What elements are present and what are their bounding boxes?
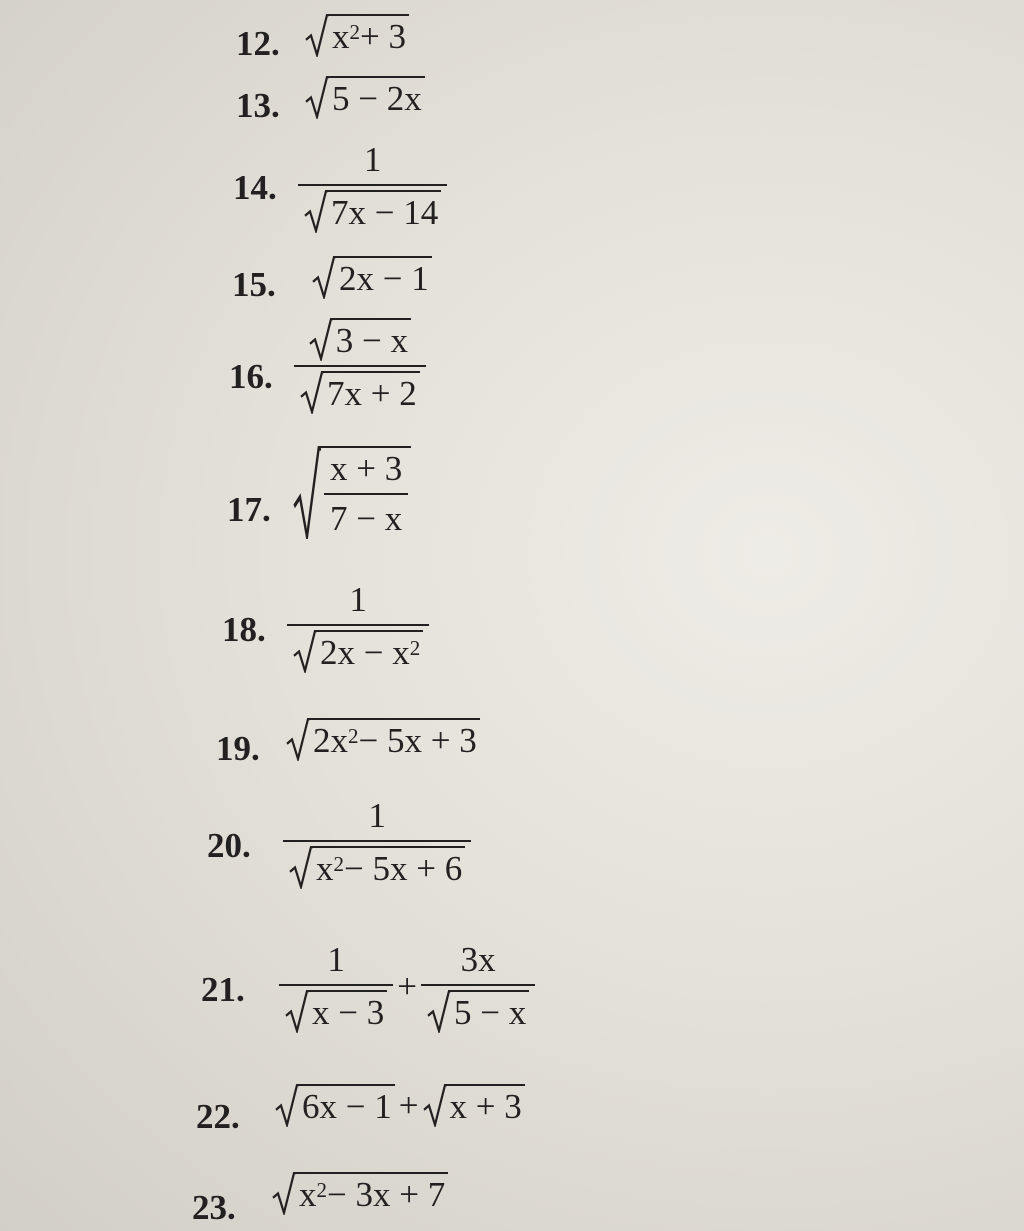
expression [286, 718, 480, 761]
problem-number: 23. [192, 1188, 236, 1227]
radical-2 [423, 1084, 525, 1127]
problem-number: 22. [196, 1097, 240, 1136]
numerator: 1 [349, 580, 367, 619]
numerator: x + 3 [330, 449, 403, 488]
plus-operator: + [398, 1085, 419, 1125]
radicand: 3 − x [333, 318, 411, 361]
radicand: 7x + 2 [324, 371, 420, 414]
radicand [321, 446, 411, 539]
fraction-term-1 [279, 940, 393, 1033]
radical [312, 256, 432, 299]
numerator: 1 [327, 940, 345, 979]
problem-number: 20. [207, 826, 251, 865]
denominator [279, 984, 393, 1033]
fraction [283, 796, 471, 889]
radicand: 5 − x [451, 990, 529, 1033]
radical [286, 718, 480, 761]
problem-number: 19. [216, 729, 260, 768]
radical-sign-icon [305, 76, 329, 119]
radical [305, 76, 425, 119]
expression [279, 940, 535, 1033]
radical [293, 630, 423, 673]
radical [289, 846, 465, 889]
radical-sign-icon [312, 256, 336, 299]
radical-sign-icon [423, 1084, 447, 1127]
radical [293, 446, 411, 539]
radical [305, 14, 409, 57]
radical [304, 190, 441, 233]
radical-sign-icon [304, 190, 328, 233]
radical-sign-icon [427, 990, 451, 1033]
radicand: x $^2$ − 3x + 7 [296, 1172, 448, 1215]
radicand: 5 − 2x [329, 76, 425, 119]
expression [305, 76, 425, 119]
radical-1 [275, 1084, 395, 1127]
expression [287, 580, 429, 673]
radical-sign-icon [275, 1084, 299, 1127]
radical-sign-icon [293, 630, 317, 673]
expression [305, 14, 409, 57]
radical-sign-icon [300, 371, 324, 414]
radical [427, 990, 529, 1033]
radicand: x $^2$ + 3 [329, 14, 409, 57]
problem-number: 13. [236, 86, 280, 125]
fraction [287, 580, 429, 673]
radical-sign-icon [309, 318, 333, 361]
radicand: x + 3 [447, 1084, 525, 1127]
radicand: 2x $^2$ − 5x + 3 [310, 718, 480, 761]
radical [272, 1172, 448, 1215]
fraction [294, 318, 426, 414]
radical [285, 990, 387, 1033]
numerator: 1 [368, 796, 386, 835]
radical-sign-icon [285, 990, 309, 1033]
radicand: 2x − 1 [336, 256, 432, 299]
expression [272, 1172, 448, 1215]
plus-operator: + [397, 966, 417, 1006]
numerator: 1 [363, 140, 382, 179]
problem-number: 18. [222, 610, 266, 649]
expression [293, 446, 411, 539]
expression [275, 1084, 525, 1127]
radicand: 6x − 1 [299, 1084, 395, 1127]
numerator [303, 318, 417, 365]
expression [283, 796, 471, 889]
problem-number: 12. [236, 24, 280, 63]
fraction [324, 449, 408, 539]
denominator [294, 365, 426, 414]
radical [309, 318, 411, 361]
denominator [298, 184, 447, 233]
expression [294, 318, 426, 414]
problem-number: 21. [201, 970, 245, 1009]
fraction-term-2 [421, 940, 535, 1033]
problem-number: 14. [233, 168, 277, 207]
radicand: 7x − 14 [328, 190, 441, 233]
radicand: x − 3 [309, 990, 387, 1033]
radical-sign-icon [305, 14, 329, 57]
problem-number: 16. [229, 357, 273, 396]
expression [298, 140, 447, 233]
radicand: 2x − x $^2$ [317, 630, 423, 673]
radical-sign-icon [289, 846, 313, 889]
denominator [283, 840, 471, 889]
numerator: 3x [460, 940, 496, 979]
problem-number: 17. [227, 490, 271, 529]
radicand: x $^2$ − 5x + 6 [313, 846, 465, 889]
denominator [287, 624, 429, 673]
radical-sign-icon [293, 446, 321, 539]
radical [300, 371, 420, 414]
problem-number: 15. [232, 265, 276, 304]
radical-sign-icon [286, 718, 310, 761]
fraction [298, 140, 447, 233]
radical-sign-icon [272, 1172, 296, 1215]
expression [312, 256, 432, 299]
denominator [421, 984, 535, 1033]
denominator: 7 − x [324, 493, 408, 539]
